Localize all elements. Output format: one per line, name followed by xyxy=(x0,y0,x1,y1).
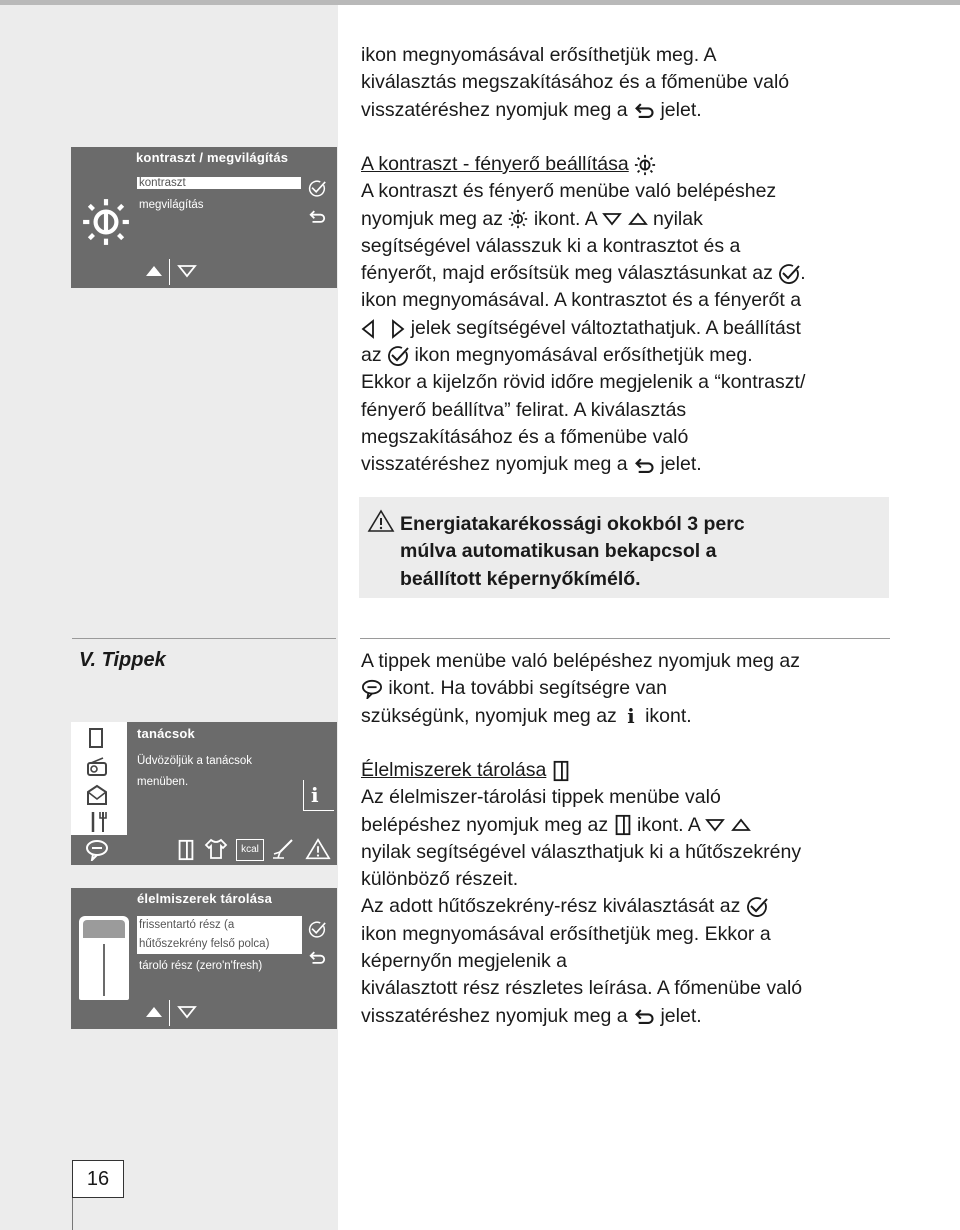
check-icon xyxy=(387,346,409,366)
check-icon xyxy=(778,264,800,284)
fridge-icon[interactable] xyxy=(177,839,195,861)
arrow-down-icon xyxy=(602,212,622,226)
lcd-title: kontraszt / megvilágítás xyxy=(136,150,289,165)
fridge-top-section xyxy=(83,920,125,938)
info-icon[interactable]: i xyxy=(311,783,319,807)
top-paragraph xyxy=(361,42,921,124)
arrow-down-icon xyxy=(705,818,725,832)
text-line: ikon megnyomásával erősíthetjük meg. A xyxy=(361,44,717,66)
text-line: segítségével válasszuk ki a kontrasztot és a xyxy=(361,234,741,257)
text-line: A tippek menübe való belépéshez nyomjuk meg az xyxy=(361,650,801,672)
arrow-up-icon xyxy=(731,818,751,832)
text-line: A kontraszt és fényerő menübe való belépéshez xyxy=(361,180,777,203)
envelope-icon[interactable] xyxy=(85,784,109,806)
tools-icon[interactable] xyxy=(87,810,109,834)
fridge-icon xyxy=(552,760,570,782)
text-line: kiválasztás megszakításához és a főmenübe való xyxy=(361,71,790,94)
back-arrow-icon xyxy=(633,102,655,119)
tip-bubble-icon xyxy=(361,679,383,699)
section-heading: A kontraszt - fényerő beállítása xyxy=(361,153,629,175)
lcd-food-panel xyxy=(71,888,337,1029)
back-arrow-icon[interactable] xyxy=(308,950,326,965)
lcd-menu-item-zero-fresh[interactable]: tároló rész (zero'n'fresh) xyxy=(139,960,263,972)
lcd-message-line: Üdvözöljük a tanácsok xyxy=(137,755,253,767)
brush-icon[interactable] xyxy=(270,838,294,860)
fridge-door-line xyxy=(103,944,105,996)
text-line: fényerő beállítva” felirat. A kiválasztás xyxy=(361,398,687,421)
sun-icon xyxy=(508,209,528,229)
tips-section: A tippek menübe való belépéshez nyomjuk meg az ikont. Ha további segítségre van szükségünk, nyomjuk meg az i ikont. xyxy=(361,648,921,730)
lcd-title: tanácsok xyxy=(137,726,195,741)
arrow-down-icon[interactable] xyxy=(177,264,197,278)
check-icon[interactable] xyxy=(308,921,326,938)
text-line: Az élelmiszer-tárolási tippek menübe való xyxy=(361,786,721,809)
warning-icon[interactable] xyxy=(305,837,331,861)
check-icon xyxy=(746,897,768,917)
back-arrow-icon xyxy=(633,1008,655,1025)
shirt-icon[interactable] xyxy=(204,838,228,860)
arrow-up-icon[interactable] xyxy=(144,264,164,278)
lcd-menu-item-fresh[interactable]: frissentartó rész (a xyxy=(139,919,235,931)
text-line: megszakításához és a főmenübe való xyxy=(361,425,689,448)
lcd-menu-item-contrast[interactable]: kontraszt xyxy=(137,177,301,189)
section-label-tips: V. Tippek xyxy=(79,649,166,671)
section-rule xyxy=(360,638,890,639)
page-number-stem xyxy=(72,1196,73,1230)
page-number: 16 xyxy=(72,1160,124,1198)
warning-box xyxy=(359,497,889,598)
text-line: képernyőn megjelenik a xyxy=(361,950,567,973)
sun-icon xyxy=(81,197,131,247)
text-line: ikon megnyomásával. A kontrasztot és a fényerőt a xyxy=(361,289,802,312)
fridge-illustration xyxy=(79,916,129,1000)
text-line: visszatéréshez nyomjuk meg a xyxy=(361,98,628,121)
arrow-up-icon[interactable] xyxy=(144,1005,164,1019)
fridge-icon xyxy=(614,814,632,836)
lcd-message-line: menüben. xyxy=(137,776,189,788)
arrow-left-icon xyxy=(361,319,375,339)
divider xyxy=(169,259,170,285)
radio-icon[interactable] xyxy=(85,756,109,778)
arrow-up-icon xyxy=(628,212,648,226)
text-line: ikon megnyomásával erősíthetjük meg. Ekkor a xyxy=(361,922,771,945)
sun-icon xyxy=(634,154,656,176)
kcal-icon[interactable]: kcal xyxy=(236,839,264,861)
lcd-menu-item-fresh-cont[interactable]: hűtőszekrény felső polca) xyxy=(139,938,270,950)
back-arrow-icon xyxy=(633,457,655,474)
tip-bubble-icon[interactable] xyxy=(85,839,109,861)
lcd-contrast-panel xyxy=(71,147,337,288)
text-line: nyilak segítségével választhatjuk ki a hűtőszekrény xyxy=(361,840,802,863)
arrow-down-icon[interactable] xyxy=(177,1005,197,1019)
back-arrow-icon[interactable] xyxy=(308,209,326,224)
text-line: jelet. xyxy=(660,98,702,121)
warning-icon xyxy=(367,509,395,533)
food-section: Élelmiszerek tárolása Az élelmiszer-tárolási tippek menübe való belépéshez nyomjuk meg az ikont. A nyilak segítségével választhatjuk ki a hűtőszekrény különböző részeit. Az adott hűtőszekrény-rész kiválasztását az ikon megnyomásával erősíthetjük meg. Ekkor a képernyőn megjelenik a kiválasztott rész részletes leírása. A főmenübe való visszatéréshez nyomjuk meg a jelet. xyxy=(361,757,921,1030)
section-heading: Élelmiszerek tárolása xyxy=(361,759,547,781)
lcd-tips-panel xyxy=(71,722,337,865)
check-icon[interactable] xyxy=(308,180,326,197)
arrow-right-icon xyxy=(391,319,405,339)
text-line: kiválasztott rész részletes leírása. A főmenübe való xyxy=(361,977,803,1000)
fridge-icon[interactable] xyxy=(87,727,105,749)
lcd-menu-item-lighting[interactable]: megvilágítás xyxy=(139,199,204,211)
divider xyxy=(169,1000,170,1026)
info-icon: i xyxy=(627,704,635,728)
warning-text: Energiatakarékossági okokból 3 perc múlva automatikusan bekapcsol a beállított képernyőkímélő. xyxy=(400,513,745,590)
contrast-section: A kontraszt - fényerő beállítása A kontraszt és fényerő menübe való belépéshez nyomjuk meg az ikont. A nyilak segítségével válasszuk ki a kontrasztot és a fényerőt, majd erősítsük meg választásunkat az . ikon megnyomásával. A kontrasztot és a fényerőt a jelek segítségével változtathatjuk. A beállítást az ikon megnyomásával erősíthetjük meg. Ekkor a kijelzőn rövid időre megjelenik a “kontraszt/ fényerő beállítva” felirat. A kiválasztás megszakításához és a főmenübe való visszatéréshez nyomjuk meg a jelet. xyxy=(361,151,921,479)
text-line: Ekkor a kijelzőn rövid időre megjelenik a “kontraszt/ xyxy=(361,371,806,394)
section-rule xyxy=(72,638,336,639)
text-line: különböző részeit. xyxy=(361,868,519,891)
lcd-title: élelmiszerek tárolása xyxy=(137,891,273,906)
